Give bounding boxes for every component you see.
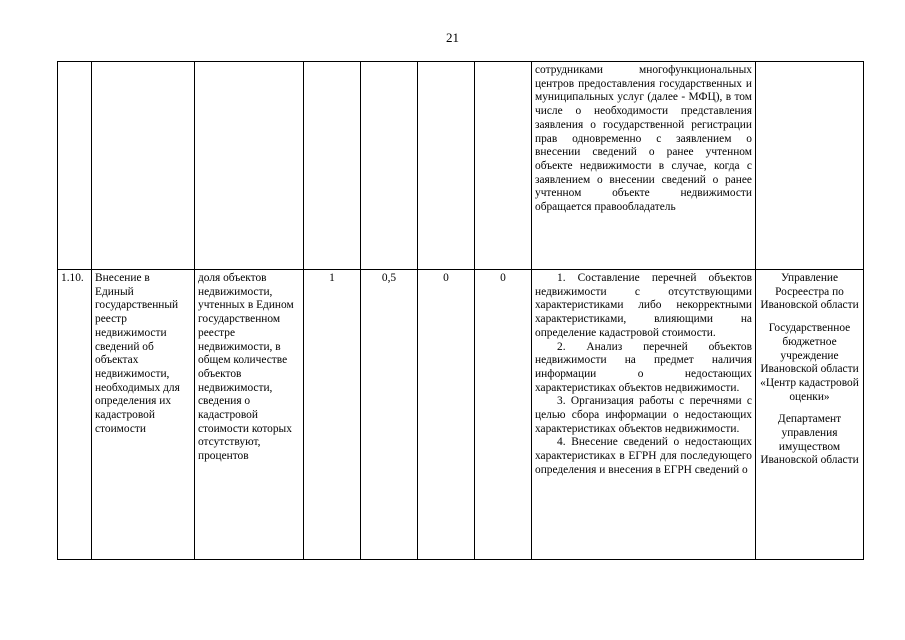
measures-table <box>57 61 864 560</box>
cell-number: 1.10. <box>58 270 92 560</box>
cell-measure-continued: сотрудниками многофункциональных центров предоставления государственных и муниципальных услуг (далее - МФЦ), в том числе о необходимости представления заявления о государственной регистрации прав одновременно с заявлением о внесении сведений о ранее учтенном объекте недвижимости в случае, когда с заявлением о внесении сведений о ранее учтенном объекте недвижимости обращается правообладатель <box>532 62 756 270</box>
table-row-1-10 <box>58 270 864 560</box>
page-number: 21 <box>446 30 459 45</box>
cell-name: Внесение в Единый государственный реестр недвижимости сведений об объектах недвижимости, необходимых для определения их кадастровой стоимости <box>92 270 195 560</box>
agency-property-department: Департамент управления имуществом Ивановской области <box>760 413 859 467</box>
agency-rosreestr: Управление Росреестра по Ивановской области <box>760 272 859 312</box>
cell-indicator-empty <box>195 62 304 270</box>
agency-cadastral-center: Государственное бюджетное учреждение Ивановской области «Центр кадастровой оценки» <box>760 322 859 403</box>
cell-value-year-1: 0,5 <box>361 270 418 560</box>
cell-indicator: доля объектов недвижимости, учтенных в Едином государственном реестре недвижимости, в общем количестве объектов недвижимости, сведения о кадастровой стоимости которых отсутствуют, процентов <box>195 270 304 560</box>
cell-value-empty <box>361 62 418 270</box>
cell-number-empty <box>58 62 92 270</box>
cell-value-empty <box>418 62 475 270</box>
cell-value-empty <box>475 62 532 270</box>
cell-value-empty <box>304 62 361 270</box>
cell-value-year-3: 0 <box>475 270 532 560</box>
cell-agency-empty <box>756 62 864 270</box>
measure-item-2: 2. Анализ перечней объектов недвижимости на предмет наличия информации о недостающих характеристиках объектов недвижимости. <box>535 340 752 394</box>
cell-value-year-2: 0 <box>418 270 475 560</box>
table-row-continued <box>58 62 864 270</box>
cell-agencies <box>756 270 864 560</box>
cell-name-empty <box>92 62 195 270</box>
measure-item-1: 1. Составление перечней объектов недвижимости с отсутствующими характеристиками либо некорректными характеристиками, влияющими на определение кадастровой стоимости. <box>535 272 752 339</box>
cell-measures <box>532 270 756 560</box>
measure-item-3: 3. Организация работы с перечнями с целью сбора информации о недостающих характеристиках объектов недвижимости. <box>535 395 752 435</box>
measure-item-4: 4. Внесение сведений о недостающих характеристиках в ЕГРН для последующего определения и внесения в ЕГРН сведений о <box>535 436 752 476</box>
cell-value-base: 1 <box>304 270 361 560</box>
